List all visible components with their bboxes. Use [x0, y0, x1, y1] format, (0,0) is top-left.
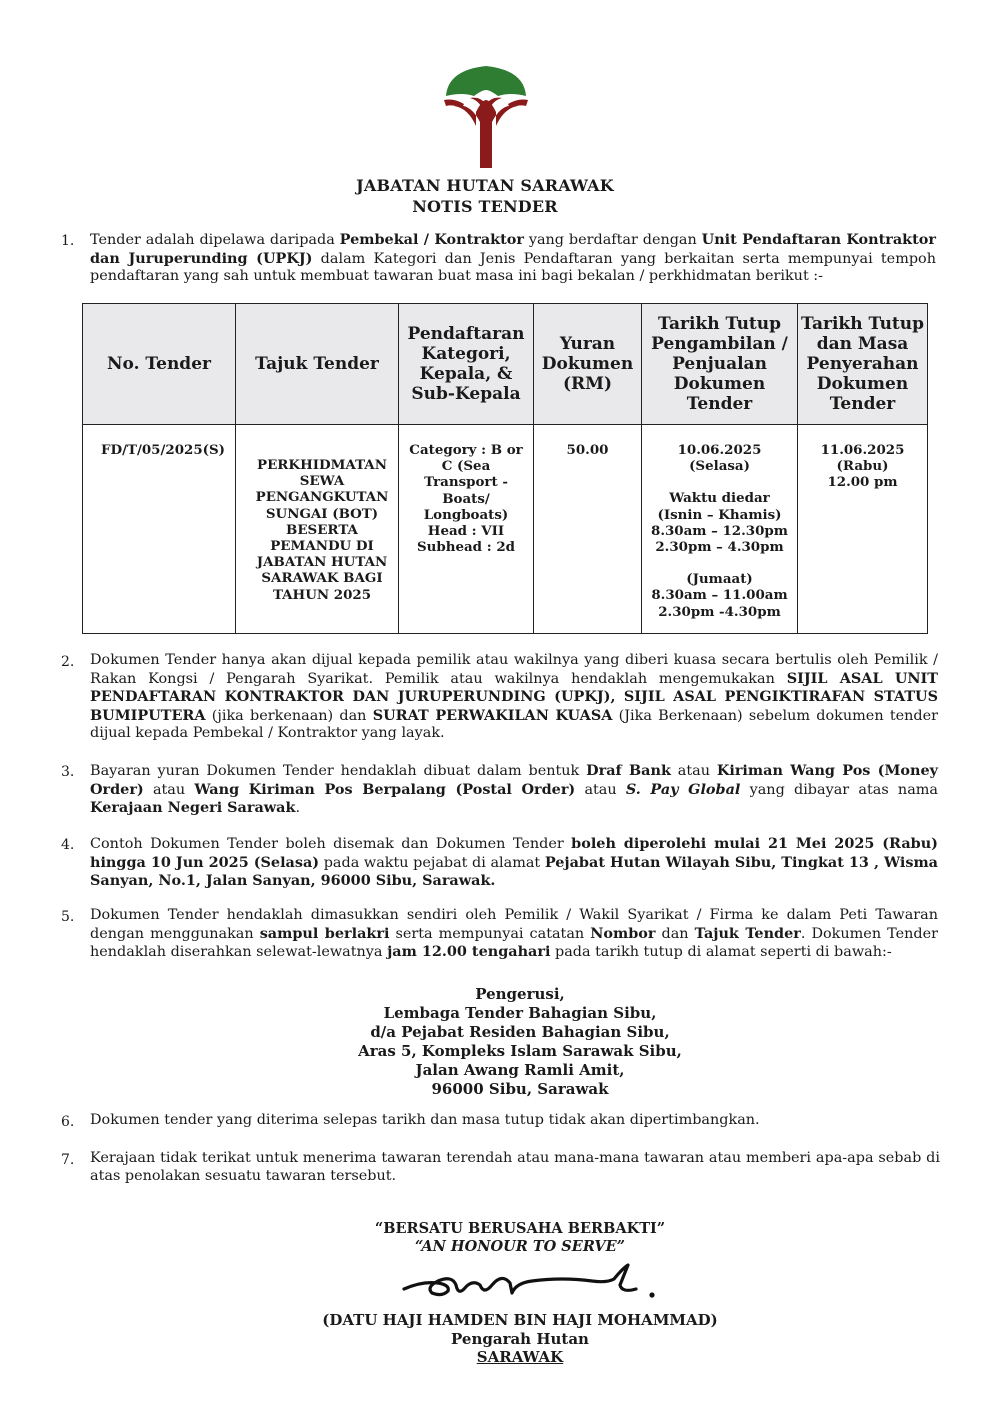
column-header-submission-closing: Tarikh Tutup dan Masa Penyerahan Dokumen Tender	[798, 304, 928, 425]
cell-category: Category : B or C (Sea Transport - Boats/ Longboats) Head : VII Subhead : 2d	[399, 425, 534, 634]
cell-tender-no: FD/T/05/2025(S)	[83, 425, 236, 634]
cell-submission-closing: 11.06.2025 (Rabu) 12.00 pm	[798, 425, 928, 634]
item-number: 2.	[61, 654, 75, 670]
paragraph-3: Bayaran yuran Dokumen Tender hendaklah dibuat dalam bentuk Draf Bank atau Kiriman Wang Pos (Money Order) atau Wang Kiriman Pos Berpalang (Postal Order) atau S. Pay Global yang dibayar atas nama Kerajaan Negeri Sarawak.	[90, 762, 939, 817]
signatory-title: Pengarah Hutan	[451, 1329, 589, 1348]
paragraph-1: Tender adalah dipelawa daripada Pembekal / Kontraktor yang berdaftar dengan Unit Pendaftaran Kontraktor dan Juruperunding (UPKJ) dalam Kategori dan Jenis Pendaftaran yang berkaitan serta mempunyai tempoh pendaftaran yang sah untuk membuat tawaran buat masa ini bagi bekalan / perkhidmatan berikut :-	[90, 231, 936, 285]
paragraph-7: Kerajaan tidak terikat untuk menerima tawaran terendah atau mana-mana tawaran atau memberi apa-apa sebab di atas penolakan sesuatu tawaran tersebut.	[90, 1150, 940, 1184]
signatory-place: SARAWAK	[476, 1348, 564, 1366]
motto: “BERSATU BERUSAHA BERBAKTI” “AN HONOUR TO SERVE”	[374, 1220, 666, 1255]
item-number: 7.	[61, 1152, 75, 1168]
tender-table	[82, 303, 928, 634]
cell-tender-title: PERKHIDMATAN SEWA PENGANGKUTAN SUNGAI (BOT) BESERTA PEMANDU DI JABATAN HUTAN SARAWAK BAGI TAHUN 2025	[236, 425, 399, 634]
cell-doc-closing: 10.06.2025 (Selasa) Waktu diedar (Isnin – Khamis) 8.30am – 12.30pm 2.30pm – 4.30pm (Jumaat) 8.30am – 11.00am 2.30pm -4.30pm	[642, 425, 798, 634]
paragraph-2: Dokumen Tender hanya akan dijual kepada pemilik atau wakilnya yang diberi kuasa secara bertulis oleh Pemilik / Rakan Kongsi / Pengarah Syarikat. Pemilik atau wakilnya hendaklah mengemukakan SIJIL ASAL UNIT PENDAFTARAN KONTRAKTOR DAN JURUPERUNDING (UPKJ), SIJIL ASAL PENGIKTIRAFAN STATUS BUMIPUTERA (jika berkenaan) dan SURAT PERWAKILAN KUASA (Jika Berkenaan) sebelum dokumen tender dijual kepada Pembekal / Kontraktor yang layak.	[90, 652, 939, 742]
item-number: 5.	[61, 909, 75, 925]
department-name: JABATAN HUTAN SARAWAK	[356, 176, 614, 195]
item-number: 3.	[61, 764, 75, 780]
table-header-row	[83, 304, 928, 425]
column-header-doc-closing: Tarikh Tutup Pengambilan / Penjualan Dokumen Tender	[642, 304, 798, 425]
item-number: 6.	[61, 1114, 75, 1130]
column-header-no: No. Tender	[83, 304, 236, 425]
column-header-fee: Yuran Dokumen (RM)	[534, 304, 642, 425]
submission-address: Pengerusi, Lembaga Tender Bahagian Sibu, d/a Pejabat Residen Bahagian Sibu, Aras 5, Kompleks Islam Sarawak Sibu, Jalan Awang Ramli Amit, 96000 Sibu, Sarawak	[358, 985, 682, 1098]
paragraph-6: Dokumen tender yang diterima selepas tarikh dan masa tutup tidak akan dipertimbangkan.	[90, 1112, 760, 1128]
column-header-category: Pendaftaran Kategori, Kepala, & Sub-Kepala	[399, 304, 534, 425]
signatory-block	[280, 1311, 760, 1367]
cell-fee: 50.00	[534, 425, 642, 634]
paragraph-4: Contoh Dokumen Tender boleh disemak dan Dokumen Tender boleh diperolehi mulai 21 Mei 2025 (Rabu) hingga 10 Jun 2025 (Selasa) pada waktu pejabat di alamat Pejabat Hutan Wilayah Sibu, Tingkat 13 , Wisma Sanyan, No.1, Jalan Sanyan, 96000 Sibu, Sarawak.	[90, 835, 939, 890]
signatory-name: (DATU HAJI HAMDEN BIN HAJI MOHAMMAD)	[322, 1311, 718, 1329]
forest-department-logo	[440, 64, 532, 172]
handwritten-signature	[392, 1259, 672, 1305]
paragraph-5: Dokumen Tender hendaklah dimasukkan sendiri oleh Pemilik / Wakil Syarikat / Firma ke dalam Peti Tawaran dengan menggunakan sampul berlakri serta mempunyai catatan Nombor dan Tajuk Tender. Dokumen Tender hendaklah diserahkan selewat-lewatnya jam 12.00 tengahari pada tarikh tutup di alamat seperti di bawah:-	[90, 907, 939, 961]
item-number: 4.	[61, 837, 75, 853]
column-header-title: Tajuk Tender	[236, 304, 399, 425]
document-title: NOTIS TENDER	[412, 197, 558, 216]
item-number: 1.	[61, 233, 75, 249]
table-row	[83, 425, 928, 634]
